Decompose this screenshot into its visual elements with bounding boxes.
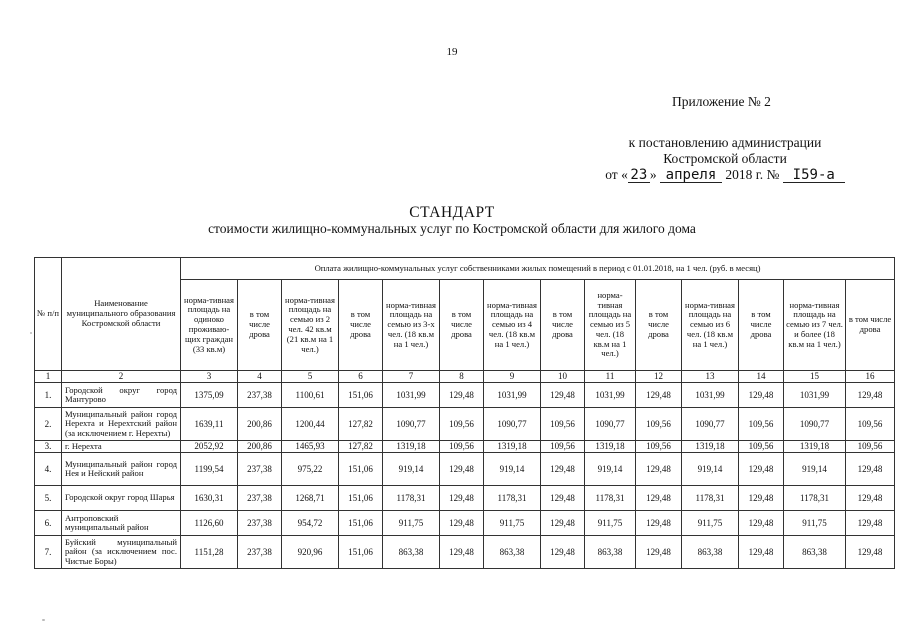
header-norm-area: норма-тивная площадь на семью из 6 чел. (18 кв.м на 1 чел.): [682, 280, 739, 371]
firewood-value: 129,48: [636, 486, 682, 511]
municipality-name: Антроповский муниципальный район: [62, 511, 181, 536]
cost-value: 1090,77: [784, 408, 846, 441]
firewood-value: 109,56: [440, 441, 484, 453]
cost-value: 1126,60: [181, 511, 238, 536]
table-row: [35, 511, 895, 536]
date-year: 2018 г. №: [725, 167, 780, 182]
header-firewood: в том числе дрова: [238, 280, 282, 371]
cost-value: 863,38: [784, 536, 846, 569]
column-index: 7: [383, 371, 440, 383]
table-row: [35, 536, 895, 569]
cost-value: 2052,92: [181, 441, 238, 453]
cost-value: 1090,77: [383, 408, 440, 441]
cost-value: 1178,31: [383, 486, 440, 511]
row-number: 4.: [35, 453, 62, 486]
cost-value: 919,14: [682, 453, 739, 486]
firewood-value: 129,48: [440, 383, 484, 408]
firewood-value: 129,48: [739, 536, 784, 569]
column-index: 2: [62, 371, 181, 383]
firewood-value: 129,48: [440, 486, 484, 511]
document-subtitle: стоимости жилищно-коммунальных услуг по Костромской области для жилого дома: [208, 221, 696, 236]
cost-value: 1319,18: [484, 441, 541, 453]
firewood-value: 129,48: [636, 511, 682, 536]
resolution-reference: [560, 135, 890, 183]
header-norm-area: норма-тивная площадь на семью из 4 чел. (18 кв.м на 1 чел.): [484, 280, 541, 371]
cost-value: 919,14: [585, 453, 636, 486]
cost-value: 1100,61: [282, 383, 339, 408]
date-prefix: от «: [605, 167, 628, 182]
firewood-value: 109,56: [846, 441, 895, 453]
firewood-value: 129,48: [846, 486, 895, 511]
firewood-value: 237,38: [238, 536, 282, 569]
header-firewood: в том числе дрова: [339, 280, 383, 371]
scan-speck: [42, 619, 45, 621]
cost-value: 920,96: [282, 536, 339, 569]
cost-value: 1031,99: [585, 383, 636, 408]
cost-value: 1178,31: [484, 486, 541, 511]
cost-value: 1090,77: [484, 408, 541, 441]
date-quote-close: »: [649, 167, 657, 182]
firewood-value: 129,48: [739, 453, 784, 486]
resolution-line-2: Костромской области: [663, 151, 787, 166]
table-row: [35, 441, 895, 453]
firewood-value: 151,06: [339, 383, 383, 408]
scan-speck: [30, 332, 32, 334]
firewood-value: 109,56: [846, 408, 895, 441]
cost-value: 1090,77: [682, 408, 739, 441]
column-index: 12: [636, 371, 682, 383]
row-number: 1.: [35, 383, 62, 408]
cost-value: 975,22: [282, 453, 339, 486]
firewood-value: 129,48: [541, 486, 585, 511]
cost-value: 863,38: [383, 536, 440, 569]
cost-value: 919,14: [784, 453, 846, 486]
header-row-number: № п/п: [35, 258, 62, 371]
firewood-value: 129,48: [636, 453, 682, 486]
column-index: 15: [784, 371, 846, 383]
column-index: 14: [739, 371, 784, 383]
cost-value: 919,14: [383, 453, 440, 486]
header-norm-area: норма-тивная площадь на семью из 2 чел. 42 кв.м (21 кв.м на 1 чел.): [282, 280, 339, 371]
row-number: 2.: [35, 408, 62, 441]
column-index: 13: [682, 371, 739, 383]
cost-value: 954,72: [282, 511, 339, 536]
resolution-line-1: к постановлению администрации: [628, 135, 822, 150]
cost-value: 1031,99: [784, 383, 846, 408]
firewood-value: 129,48: [739, 383, 784, 408]
header-firewood: в том числе дрова: [739, 280, 784, 371]
firewood-value: 200,86: [238, 441, 282, 453]
firewood-value: 109,56: [541, 441, 585, 453]
firewood-value: 129,48: [846, 453, 895, 486]
firewood-value: 109,56: [440, 408, 484, 441]
cost-value: 911,75: [682, 511, 739, 536]
header-norm-area: норма-тивная площадь на семью из 5 чел. (18 кв.м на 1 чел.): [585, 280, 636, 371]
column-index: 1: [35, 371, 62, 383]
cost-value: 1031,99: [383, 383, 440, 408]
cost-value: 1375,09: [181, 383, 238, 408]
cost-value: 911,75: [784, 511, 846, 536]
table-row: [35, 486, 895, 511]
column-index: 16: [846, 371, 895, 383]
firewood-value: 129,48: [440, 453, 484, 486]
municipality-name: Городской округ город Мантурово: [62, 383, 181, 408]
cost-value: 1268,71: [282, 486, 339, 511]
firewood-value: 151,06: [339, 486, 383, 511]
date-day: 23: [628, 168, 650, 183]
document-title: СТАНДАРТ: [409, 204, 495, 221]
cost-value: 1319,18: [383, 441, 440, 453]
cost-value: 1319,18: [682, 441, 739, 453]
cost-value: 863,38: [682, 536, 739, 569]
appendix-label: Приложение № 2: [672, 94, 771, 109]
cost-value: 1031,99: [682, 383, 739, 408]
cost-value: 863,38: [484, 536, 541, 569]
firewood-value: 129,48: [739, 511, 784, 536]
municipality-name: Муниципальный район город Нея и Нейский район: [62, 453, 181, 486]
column-index: 3: [181, 371, 238, 383]
cost-value: 1090,77: [585, 408, 636, 441]
column-index: 5: [282, 371, 339, 383]
cost-value: 1199,54: [181, 453, 238, 486]
municipality-name: Буйский муниципальный район (за исключением пос. Чистые Боры): [62, 536, 181, 569]
table-row: [35, 408, 895, 441]
firewood-value: 129,48: [846, 536, 895, 569]
firewood-value: 127,82: [339, 441, 383, 453]
municipality-name: г. Нерехта: [62, 441, 181, 453]
firewood-value: 129,48: [440, 511, 484, 536]
cost-value: 1630,31: [181, 486, 238, 511]
page-number: 19: [446, 46, 458, 58]
cost-value: 863,38: [585, 536, 636, 569]
column-index: 11: [585, 371, 636, 383]
firewood-value: 129,48: [739, 486, 784, 511]
row-number: 6.: [35, 511, 62, 536]
cost-value: 1178,31: [585, 486, 636, 511]
column-index: 6: [339, 371, 383, 383]
firewood-value: 237,38: [238, 486, 282, 511]
resolution-number: I59-а: [783, 168, 845, 183]
cost-value: 911,75: [585, 511, 636, 536]
cost-value: 1151,28: [181, 536, 238, 569]
cost-value: 1031,99: [484, 383, 541, 408]
row-number: 5.: [35, 486, 62, 511]
firewood-value: 129,48: [846, 383, 895, 408]
header-norm-area: норма-тивная площадь на семью из 7 чел. и более (18 кв.м на 1 чел.): [784, 280, 846, 371]
firewood-value: 200,86: [238, 408, 282, 441]
column-index: 8: [440, 371, 484, 383]
firewood-value: 109,56: [739, 408, 784, 441]
column-index: 10: [541, 371, 585, 383]
cost-value: 919,14: [484, 453, 541, 486]
cost-value: 911,75: [484, 511, 541, 536]
header-municipality: Наименование муниципального образования Костромской области: [62, 258, 181, 371]
date-month: апреля: [660, 168, 722, 183]
firewood-value: 129,48: [440, 536, 484, 569]
column-index: 9: [484, 371, 541, 383]
firewood-value: 129,48: [636, 383, 682, 408]
firewood-value: 129,48: [541, 536, 585, 569]
tariff-table: [34, 257, 895, 569]
firewood-value: 237,38: [238, 383, 282, 408]
row-number: 3.: [35, 441, 62, 453]
firewood-value: 109,56: [636, 408, 682, 441]
firewood-value: 129,48: [846, 511, 895, 536]
firewood-value: 151,06: [339, 536, 383, 569]
municipality-name: Городской округ город Шарья: [62, 486, 181, 511]
table-row: [35, 453, 895, 486]
header-firewood: в том числе дрова: [636, 280, 682, 371]
firewood-value: 237,38: [238, 453, 282, 486]
header-firewood: в том числе дрова: [440, 280, 484, 371]
header-firewood: в том числе дрова: [541, 280, 585, 371]
header-firewood: в том числе дрова: [846, 280, 895, 371]
header-payment-group: Оплата жилищно-коммунальных услуг собственниками жилых помещений в период с 01.01.2018, на 1 чел. (руб. в месяц): [181, 258, 895, 280]
cost-value: 1465,93: [282, 441, 339, 453]
resolution-date-line: [560, 167, 890, 183]
cost-value: 1319,18: [585, 441, 636, 453]
firewood-value: 151,06: [339, 453, 383, 486]
cost-value: 1319,18: [784, 441, 846, 453]
firewood-value: 129,48: [541, 511, 585, 536]
cost-value: 1178,31: [784, 486, 846, 511]
cost-value: 1639,11: [181, 408, 238, 441]
firewood-value: 129,48: [636, 536, 682, 569]
firewood-value: 237,38: [238, 511, 282, 536]
firewood-value: 109,56: [636, 441, 682, 453]
firewood-value: 151,06: [339, 511, 383, 536]
row-number: 7.: [35, 536, 62, 569]
firewood-value: 109,56: [739, 441, 784, 453]
header-norm-area: норма-тивная площадь на семью из 3-х чел. (18 кв.м на 1 чел.): [383, 280, 440, 371]
firewood-value: 127,82: [339, 408, 383, 441]
cost-value: 911,75: [383, 511, 440, 536]
municipality-name: Муниципальный район город Нерехта и Нерехтский район (за исключением г. Нерехты): [62, 408, 181, 441]
cost-value: 1178,31: [682, 486, 739, 511]
header-norm-area: норма-тивная площадь на одиноко проживаю-щих граждан (33 кв.м): [181, 280, 238, 371]
firewood-value: 129,48: [541, 383, 585, 408]
firewood-value: 129,48: [541, 453, 585, 486]
column-index: 4: [238, 371, 282, 383]
table-row: [35, 383, 895, 408]
cost-value: 1200,44: [282, 408, 339, 441]
firewood-value: 109,56: [541, 408, 585, 441]
